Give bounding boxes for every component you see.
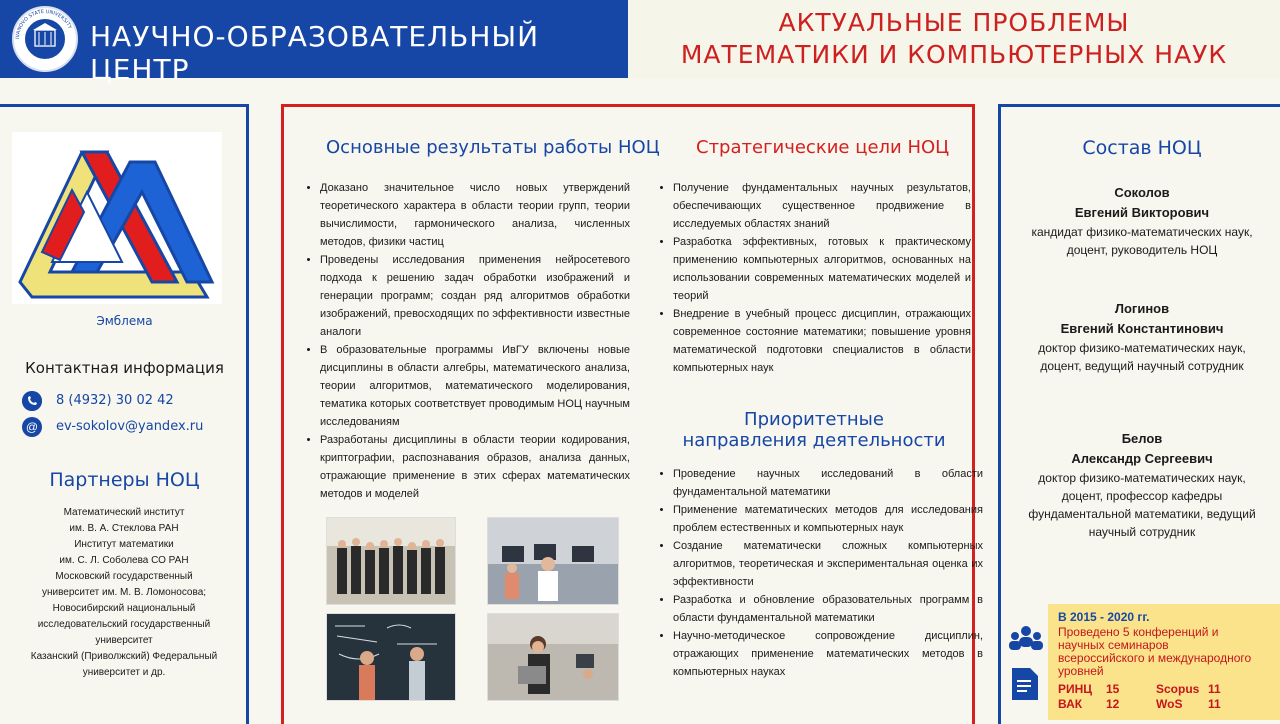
svg-text:IVANOVO STATE UNIVERSITY: IVANOVO STATE UNIVERSITY	[14, 8, 73, 40]
list-item: • Внедрение в учебный процесс дисциплин, отражающих современное состояние математики; повышение уровня математической подготовки специалистов в области компьютерных наук	[673, 305, 971, 377]
vak-value: 12	[1106, 697, 1120, 711]
list-item: • Проведение научных исследований в области фундаментальной математики	[673, 465, 983, 501]
person-card	[1021, 183, 1263, 259]
list-item: • Проведены исследования применения нейросетевого подхода к решению задач обработки изображений и генерации программ; создан ряд алгоритмов обработки изображений, превосходящих по эффективности известные аналоги	[320, 251, 630, 341]
team-heading: Состав НОЦ	[1082, 137, 1202, 159]
header-banner	[0, 0, 628, 86]
scopus-label: Scopus	[1156, 682, 1200, 696]
goals-heading: Стратегические цели НОЦ	[696, 137, 950, 158]
contact-heading: Контактная информация	[25, 359, 224, 377]
person-surname: Логинов	[1114, 301, 1170, 316]
person-card	[1021, 299, 1263, 375]
person-role: доктор физико-математических наук, доцент, профессор кафедры фундаментальной математики, ведущий научный сотрудник	[1028, 471, 1256, 539]
person-name: Евгений Викторович	[1074, 205, 1210, 220]
phone-number[interactable]: 8 (4932) 30 02 42	[56, 393, 174, 408]
priorities-heading	[664, 409, 964, 451]
partner-line: Математический институт	[63, 507, 185, 518]
list-item: • Получение фундаментальных научных результатов, обеспечивающих существенное продвижение в исследуемых областях знаний	[673, 179, 971, 233]
list-item: • Доказано значительное число новых утверждений теоретического характера в области теории групп, теории вычислимости, гармонического анализа, численных методов, физики частиц	[320, 179, 630, 251]
list-item: • Научно-методическое сопровождение дисциплин, отражающих применение математических методов в компьютерных науках	[673, 627, 983, 681]
topic-banner	[628, 0, 1280, 78]
person-role: кандидат физико-математических наук, доцент, руководитель НОЦ	[1031, 225, 1253, 257]
partner-line: Московский государственный	[55, 571, 193, 582]
person-surname: Белов	[1121, 431, 1163, 446]
photo-laptop	[487, 613, 619, 701]
partner-line: Институт математики	[74, 539, 174, 550]
university-logo	[12, 6, 78, 72]
logo-ring-text	[14, 8, 76, 70]
email-link[interactable]: ev-sokolov@yandex.ru	[56, 419, 204, 434]
at-sign-icon: @	[22, 417, 42, 437]
document-icon	[1010, 666, 1040, 702]
list-item: • Разработка и обновление образовательных программ в области фундаментальной математики	[673, 591, 983, 627]
wos-value: 11	[1208, 697, 1221, 711]
photo-group	[326, 517, 456, 605]
results-heading: Основные результаты работы НОЦ	[326, 137, 660, 158]
partner-line: Казанский (Приволжский) Федеральный	[30, 651, 218, 662]
vak-label: ВАК	[1058, 697, 1083, 711]
person-name: Александр Сергеевич	[1071, 451, 1213, 466]
partner-line: им. С. Л. Соболева СО РАН	[59, 555, 189, 566]
list-item: • Применение математических методов для исследования проблем естественных и компьютерных наук	[673, 501, 983, 537]
scopus-value: 11	[1208, 682, 1221, 696]
people-group-icon	[1008, 624, 1044, 654]
partner-line: университет им. М. В. Ломоносова;	[41, 587, 207, 598]
partner-line: Новосибирский национальный	[52, 603, 196, 614]
stats-years: В 2015 - 2020 гг.	[1058, 610, 1150, 624]
priorities-heading-line-1: Приоритетные	[744, 409, 884, 430]
photo-classroom	[487, 517, 619, 605]
list-item: • В образовательные программы ИвГУ включены новые дисциплины в области алгебры, математического анализа, теории алгоритмов, математического моделирования, тематика которых соответствует проводимым НОЦ научным исследованиям	[320, 341, 630, 431]
photo-blackboard	[326, 613, 456, 701]
emblem-image	[12, 132, 222, 304]
middle-panel	[281, 104, 983, 724]
topic-line-1: АКТУАЛЬНЫЕ ПРОБЛЕМЫ	[778, 8, 1130, 37]
wos-label: WoS	[1156, 697, 1183, 711]
partners-heading: Партнеры НОЦ	[49, 469, 200, 491]
list-item: • Разработка эффективных, готовых к практическому применению компьютерных алгоритмов, основанных на использовании современных математических моделей и теорий	[673, 233, 971, 305]
list-item: • Создание математически сложных компьютерных алгоритмов, теоретическая и экспериментальная оценка их эффективности	[673, 537, 983, 591]
person-name: Евгений Константинович	[1060, 321, 1224, 336]
phone-icon	[22, 391, 42, 411]
topic-line-2: МАТЕМАТИКИ И КОМПЬЮТЕРНЫХ НАУК	[680, 40, 1228, 69]
priorities-heading-line-2: направления деятельности	[682, 430, 946, 451]
goals-list	[659, 179, 971, 377]
person-role: доктор физико-математических наук, доцент, ведущий научный сотрудник	[1038, 341, 1246, 373]
priorities-list	[659, 465, 983, 681]
partner-line: университет	[95, 635, 153, 646]
partners-list	[8, 505, 240, 681]
partner-line: университет и др.	[82, 667, 166, 678]
stats-box	[1048, 604, 1280, 720]
center-title: НАУЧНО-ОБРАЗОВАТЕЛЬНЫЙ ЦЕНТР	[90, 20, 540, 86]
person-surname: Соколов	[1114, 185, 1170, 200]
partner-line: им. В. А. Стеклова РАН	[69, 523, 179, 534]
triangle-emblem	[12, 132, 222, 304]
emblem-caption: Эмблема	[96, 314, 153, 328]
rinc-label: РИНЦ	[1058, 682, 1093, 696]
person-card	[1021, 429, 1263, 541]
list-item: • Разработаны дисциплины в области теории кодирования, криптографии, распознавания образов, анализа данных, отражающие применение в этих сферах математических методов и моделей	[320, 431, 630, 503]
rinc-value: 15	[1106, 682, 1120, 696]
left-panel	[0, 104, 249, 724]
partner-line: исследовательский государственный	[37, 619, 211, 630]
results-list	[306, 179, 630, 503]
stats-description: Проведено 5 конференций и научных семинаров всероссийского и международного уровней	[1058, 625, 1252, 678]
